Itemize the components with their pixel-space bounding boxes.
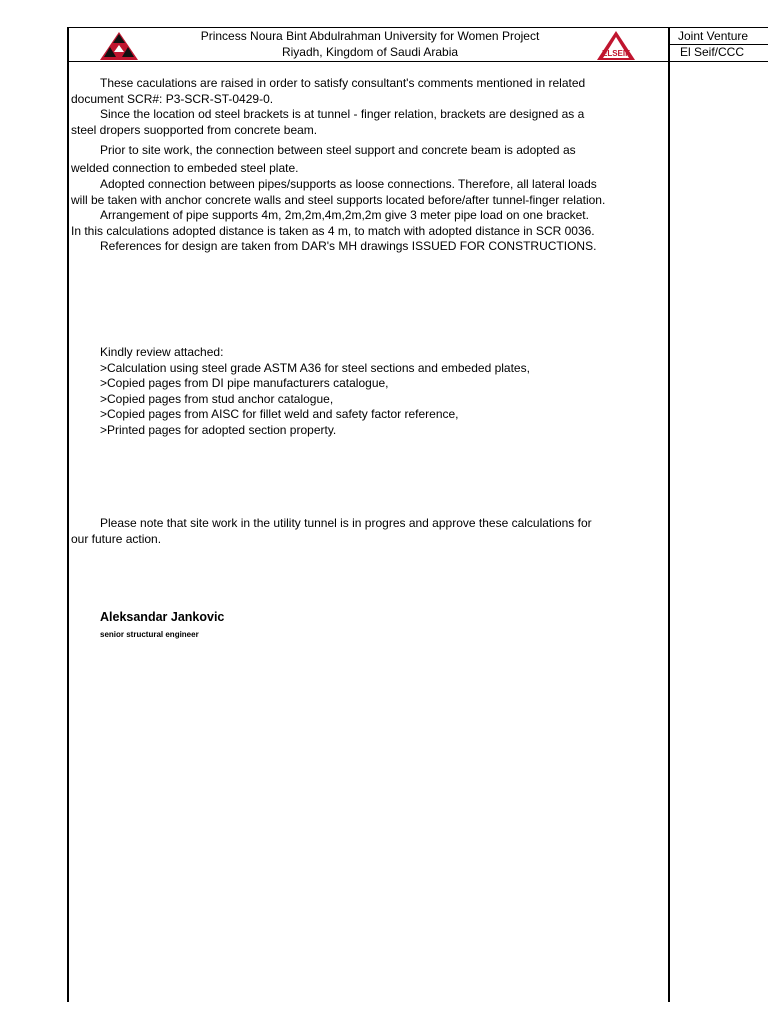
paragraph-site-work [71, 141, 576, 177]
header-bottom-border [67, 61, 768, 62]
review-intro: Kindly review attached: [100, 345, 224, 359]
paragraph-references [71, 239, 596, 255]
text-line: In this calculations adopted distance is taken as 4 m, to match with adopted distance in SCR 0036. [71, 223, 595, 238]
top-border [67, 27, 768, 28]
text-line: document SCR#: P3-SCR-ST-0429-0. [71, 91, 274, 106]
text-line: These caculations are raised in order to satisfy consultant's comments mentioned in related [100, 76, 586, 90]
list-item: >Copied pages from stud anchor catalogue, [100, 391, 334, 406]
text-line: our future action. [71, 531, 162, 546]
right-column-line [668, 27, 670, 1002]
list-item: >Copied pages from AISC for fillet weld and safety factor reference, [100, 407, 459, 421]
text-line: References for design are taken from DAR's MH drawings ISSUED FOR CONSTRUCTIONS. [100, 239, 597, 253]
paragraph-consultant-comments [71, 76, 585, 107]
text-line: welded connection to embeded steel plate. [71, 161, 299, 175]
signatory-name: Aleksandar Jankovic [100, 610, 225, 624]
list-item: >Copied pages from DI pipe manufacturers catalogue, [100, 376, 389, 390]
text-line: Adopted connection between pipes/supports as loose connections. Therefore, all lateral loads [100, 177, 597, 191]
paragraph-note [71, 516, 592, 547]
paragraph-bracket-location [71, 107, 584, 138]
text-line: Arrangement of pipe supports 4m, 2m,2m,4m,2m,2m give 3 meter pipe load on one bracket. [100, 208, 589, 222]
text-line: will be taken with anchor concrete walls and steel supports located before/after tunnel-finger relation. [71, 192, 606, 207]
joint-venture-label: Joint Venture [678, 29, 749, 43]
left-margin-line [67, 27, 69, 1002]
el-seif-logo-text: ELSEIF [601, 49, 631, 58]
triangle-emblem-logo [99, 31, 139, 61]
list-item: >Calculation using steel grade ASTM A36 for steel sections and embeded plates, [100, 360, 530, 375]
paragraph-pipe-supports [71, 208, 595, 239]
text-line: Please note that site work in the utility tunnel is in progres and approve these calculations for [100, 516, 592, 530]
joint-venture-partners: El Seif/CCC [680, 45, 745, 59]
text-line: Prior to site work, the connection between steel support and concrete beam is adopted as [100, 143, 576, 157]
text-line: Since the location od steel brackets is at tunnel - finger relation, brackets are designed as a [100, 107, 585, 121]
signatory-title: senior structural engineer [100, 630, 199, 639]
project-title: Princess Noura Bint Abdulrahman University for Women Project [200, 29, 540, 43]
list-item: >Printed pages for adopted section property. [100, 422, 337, 437]
el-seif-logo [596, 30, 636, 61]
project-location: Riyadh, Kingdom of Saudi Arabia [281, 45, 459, 59]
review-list [71, 345, 530, 438]
joint-venture-cell [670, 27, 768, 61]
text-line: steel dropers suopported from concrete beam. [71, 122, 318, 137]
paragraph-adopted-connection [71, 177, 605, 208]
